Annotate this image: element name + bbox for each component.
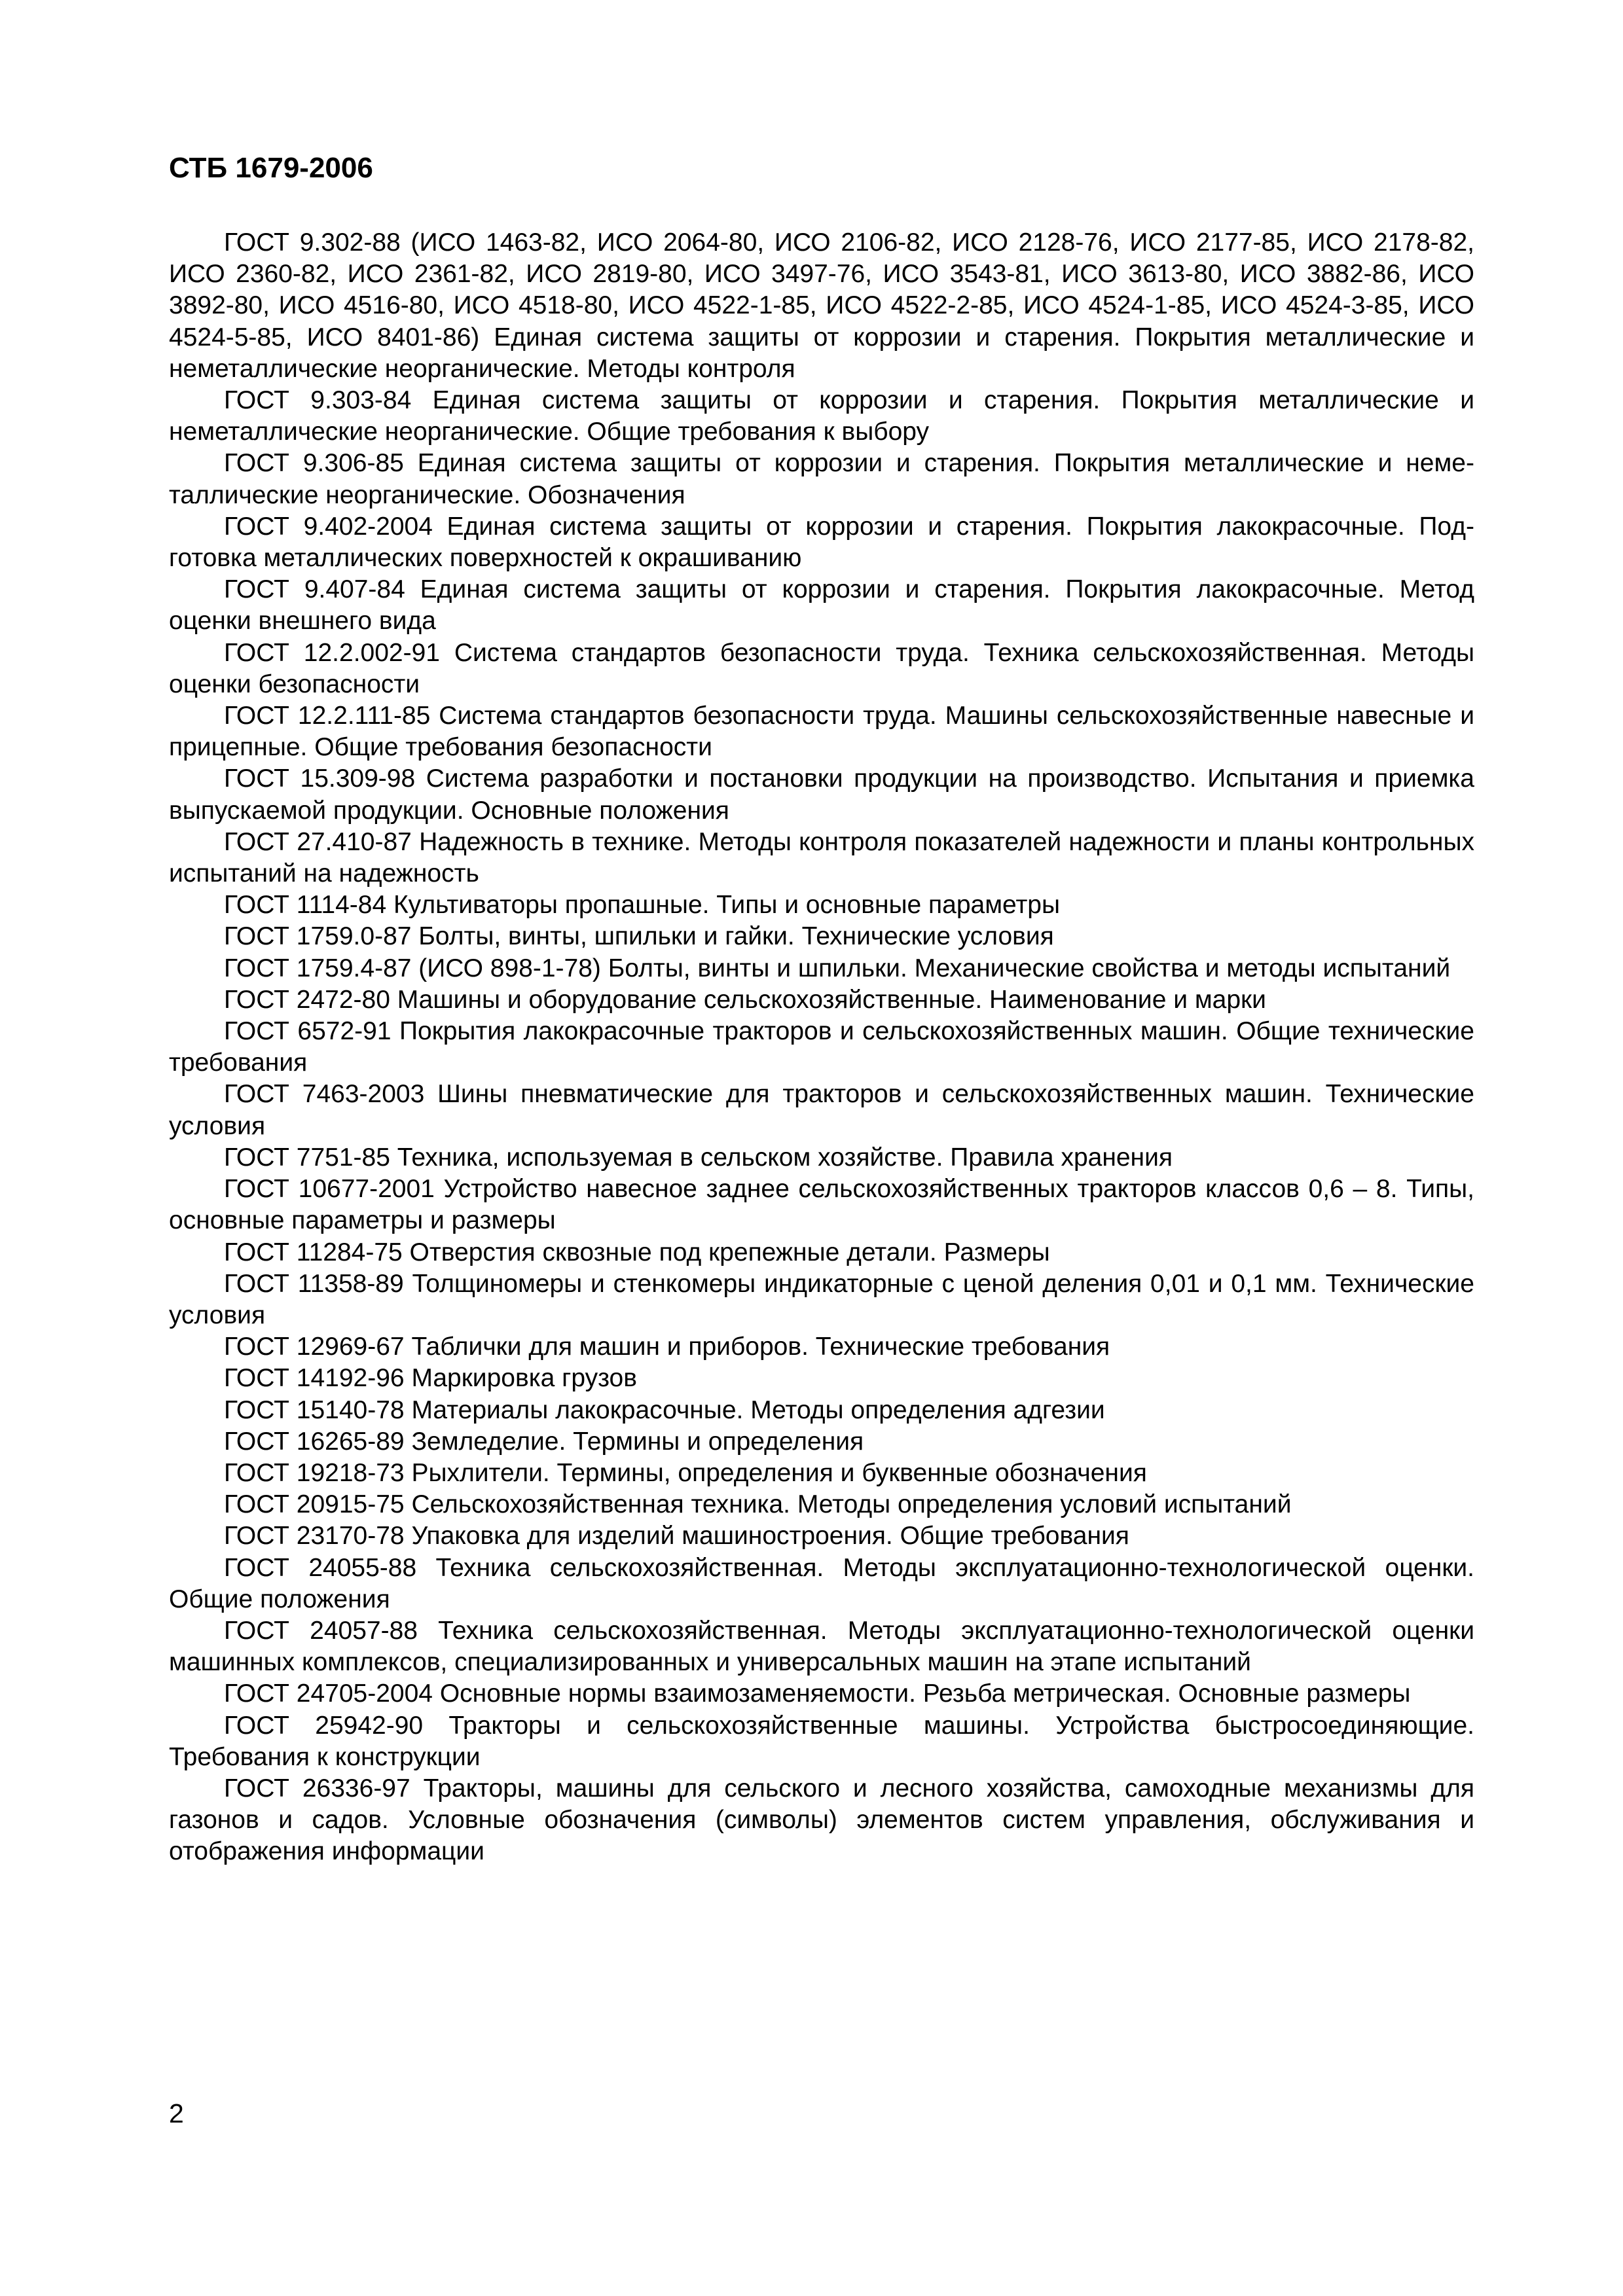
reference-item: ГОСТ 27.410-87 Надежность в технике. Методы контроля показателей надежности и планы контрольных испытаний на надежность	[169, 827, 1474, 888]
normative-references-list	[169, 227, 1474, 1868]
reference-item: ГОСТ 12969-67 Таблички для машин и приборов. Технические требования	[224, 1333, 1110, 1361]
reference-item: ГОСТ 19218-73 Рыхлители. Термины, определения и буквенные обозначения	[224, 1458, 1147, 1487]
reference-item: ГОСТ 9.407-84 Единая система защиты от коррозии и старения. Покрытия лакокрасочные. Метод оценки внешнего вида	[169, 575, 1474, 636]
page-number: 2	[169, 2098, 184, 2128]
reference-item: ГОСТ 24057-88 Техника сельскохозяйственная. Методы эксплуатационно-технологической оценки машинных комплексов, специализированных и универсальных машин на этапе испытаний	[169, 1616, 1474, 1677]
reference-item: ГОСТ 7463-2003 Шины пневматические для тракторов и сельскохозяйственных машин. Технические условия	[169, 1080, 1474, 1140]
document-code-header: СТБ 1679-2006	[169, 152, 373, 184]
reference-item: ГОСТ 1759.4-87 (ИСО 898-1-78) Болты, винты и шпильки. Механические свойства и методы испытаний	[224, 954, 1451, 982]
reference-item: ГОСТ 1114-84 Культиваторы пропашные. Типы и основные параметры	[224, 891, 1061, 920]
reference-item: ГОСТ 6572-91 Покрытия лакокрасочные тракторов и сельскохозяйственных машин. Общие технические требования	[169, 1017, 1474, 1077]
reference-item: ГОСТ 2472-80 Машины и оборудование сельскохозяйственные. Наименование и марки	[224, 985, 1266, 1014]
reference-item: ГОСТ 14192-96 Маркировка грузов	[224, 1364, 637, 1393]
reference-item: ГОСТ 25942-90 Тракторы и сельскохозяйственные машины. Устройства быстросоединяющие. Требования к конструкции	[169, 1711, 1474, 1771]
reference-item: ГОСТ 20915-75 Сельскохозяйственная техника. Методы определения условий испытаний	[224, 1490, 1292, 1519]
reference-item: ГОСТ 15140-78 Материалы лакокрасочные. Методы определения адгезии	[224, 1395, 1105, 1424]
reference-item: ГОСТ 7751-85 Техника, используемая в сельском хозяйстве. Правила хранения	[224, 1143, 1173, 1172]
reference-item: ГОСТ 15.309-98 Система разработки и постановки продукции на производство. Испытания и приемка выпускаемой продукции. Основные положения	[169, 764, 1474, 825]
reference-item: ГОСТ 24705-2004 Основные нормы взаимозаменяемости. Резьба метрическая. Основные размеры	[224, 1679, 1411, 1708]
reference-item: ГОСТ 1759.0-87 Болты, винты, шпильки и гайки. Технические условия	[224, 922, 1054, 951]
reference-item: ГОСТ 10677-2001 Устройство навесное заднее сельскохозяйственных тракторов классов 0,6 – 8. Типы, основные параметры и размеры	[169, 1175, 1474, 1235]
reference-item: ГОСТ 16265-89 Земледелие. Термины и определения	[224, 1427, 864, 1456]
reference-item: ГОСТ 11358-89 Толщиномеры и стенкомеры индикаторные с ценой деления 0,01 и 0,1 мм. Технические условия	[169, 1269, 1474, 1329]
reference-item: ГОСТ 12.2.002-91 Система стандартов безопасности труда. Техника сельскохозяйственная. Методы оценки безопасности	[169, 638, 1474, 698]
reference-item: ГОСТ 23170-78 Упаковка для изделий машиностроения. Общие требования	[224, 1522, 1129, 1551]
reference-item: ГОСТ 9.302-88 (ИСО 1463-82, ИСО 2064-80, ИСО 2106-82, ИСО 2128-76, ИСО 2177-85, ИСО 2178-82, ИСО 2360-82, ИСО 2361-82, ИСО 2819-80, ИСО 3497-76, ИСО 3543-81, ИСО 3613-80, ИСО 3882-86, ИСО 3892-80, ИСО 4516-80, ИСО 4518-80, ИСО 4522-1-85, ИСО 4522-2-85, ИСО 4524-1-85, ИСО 4524-3-85, ИСО 4524-5-85, ИСО 8401-86) Единая система защиты от коррозии и старения. Покрытия металлические и неметаллические неорганические. Методы контроля	[169, 228, 1474, 383]
reference-item: ГОСТ 9.402-2004 Единая система защиты от коррозии и старения. Покрытия лакокрасочные. Подготовка металлических поверхностей к окрашиванию	[169, 512, 1474, 573]
reference-item: ГОСТ 9.306-85 Единая система защиты от коррозии и старения. Покрытия металлические и неметаллические неорганические. Обозначения	[169, 449, 1474, 509]
reference-item: ГОСТ 9.303-84 Единая система защиты от коррозии и старения. Покрытия металлические и неметаллические неорганические. Общие требования к выбору	[169, 386, 1474, 446]
reference-item: ГОСТ 24055-88 Техника сельскохозяйственная. Методы эксплуатационно-технологической оценки. Общие положения	[169, 1553, 1474, 1613]
reference-item: ГОСТ 11284-75 Отверстия сквозные под крепежные детали. Размеры	[224, 1238, 1050, 1266]
reference-item: ГОСТ 12.2.111-85 Система стандартов безопасности труда. Машины сельскохозяйственные навесные и прицепные. Общие требования безопасности	[169, 702, 1474, 762]
reference-item: ГОСТ 26336-97 Тракторы, машины для сельского и лесного хозяйства, самоходные механизмы для газонов и садов. Условные обозначения (символы) элементов систем управления, обслуживания и отображения информации	[169, 1774, 1474, 1866]
